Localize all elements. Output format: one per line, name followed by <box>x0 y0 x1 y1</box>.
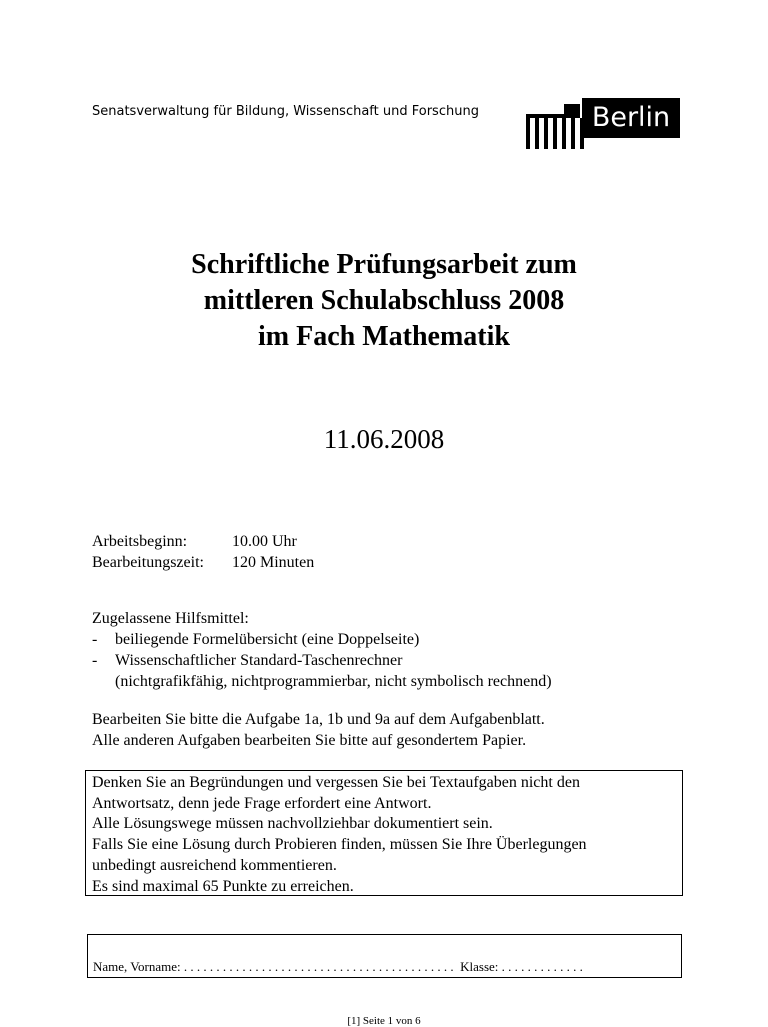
list-item-text: Wissenschaftlicher Standard-Taschenrechner <box>115 652 403 669</box>
exam-times <box>92 531 314 573</box>
work-instructions <box>92 709 545 751</box>
calculator-note: (nichtgrafikfähig, nichtprogrammierbar, nicht symbolisch rechnend) <box>115 673 552 690</box>
duration-label: Bearbeitungszeit: <box>92 554 204 571</box>
title-line-3: im Fach Mathematik <box>258 321 510 352</box>
notice-line: Falls Sie eine Lösung durch Probieren finden, müssen Sie Ihre Überlegungen <box>92 836 587 854</box>
notice-line: Antwortsatz, denn jede Frage erfordert eine Antwort. <box>92 794 432 812</box>
notice-line: Es sind maximal 65 Punkte zu erreichen. <box>92 877 354 895</box>
notice-box <box>85 770 683 896</box>
page-number: [1] Seite 1 von 6 <box>347 1015 421 1027</box>
class-field[interactable]: . . . . . . . . . . . . . <box>498 959 583 974</box>
start-label: Arbeitsbeginn: <box>92 533 188 550</box>
instruction-line-1: Bearbeiten Sie bitte die Aufgabe 1a, 1b und 9a auf dem Aufgabenblatt. <box>92 711 545 728</box>
notice-line: unbedingt ausreichend kommentieren. <box>92 856 337 874</box>
exam-date: 11.06.2008 <box>323 424 445 454</box>
title-line-1: Schriftliche Prüfungsarbeit zum <box>191 249 577 280</box>
class-label: Klasse: <box>460 959 499 974</box>
notice-line: Denken Sie an Begründungen und vergessen Sie bei Textaufgaben nicht den <box>92 774 580 791</box>
name-field[interactable]: . . . . . . . . . . . . . . . . . . . . . . . . . . . . . . . . . . . . . . . . . . <box>180 959 461 974</box>
list-dash: - <box>92 631 98 648</box>
aids-heading: Zugelassene Hilfsmittel: <box>92 610 249 627</box>
list-item <box>92 650 552 671</box>
list-item <box>92 629 552 650</box>
instruction-line-2: Alle anderen Aufgaben bearbeiten Sie bitte auf gesondertem Papier. <box>92 732 527 749</box>
duration-value: 120 Minuten <box>232 554 315 571</box>
list-item-text: beiliegende Formelübersicht (eine Doppelseite) <box>115 631 420 648</box>
start-value: 10.00 Uhr <box>232 533 297 550</box>
name-label: Name, Vorname: <box>93 959 181 974</box>
permitted-aids <box>92 608 552 692</box>
logo-wordmark: Berlin <box>582 98 680 138</box>
list-dash: - <box>92 652 98 669</box>
student-name-box <box>87 934 682 978</box>
title-line-2: mittleren Schulabschluss 2008 <box>203 285 565 316</box>
document-title <box>0 247 768 355</box>
berlin-logo <box>524 98 684 150</box>
notice-line: Alle Lösungswege müssen nachvollziehbar dokumentiert sein. <box>92 815 493 833</box>
issuing-authority: Senatsverwaltung für Bildung, Wissenschaft und Forschung <box>92 104 479 119</box>
